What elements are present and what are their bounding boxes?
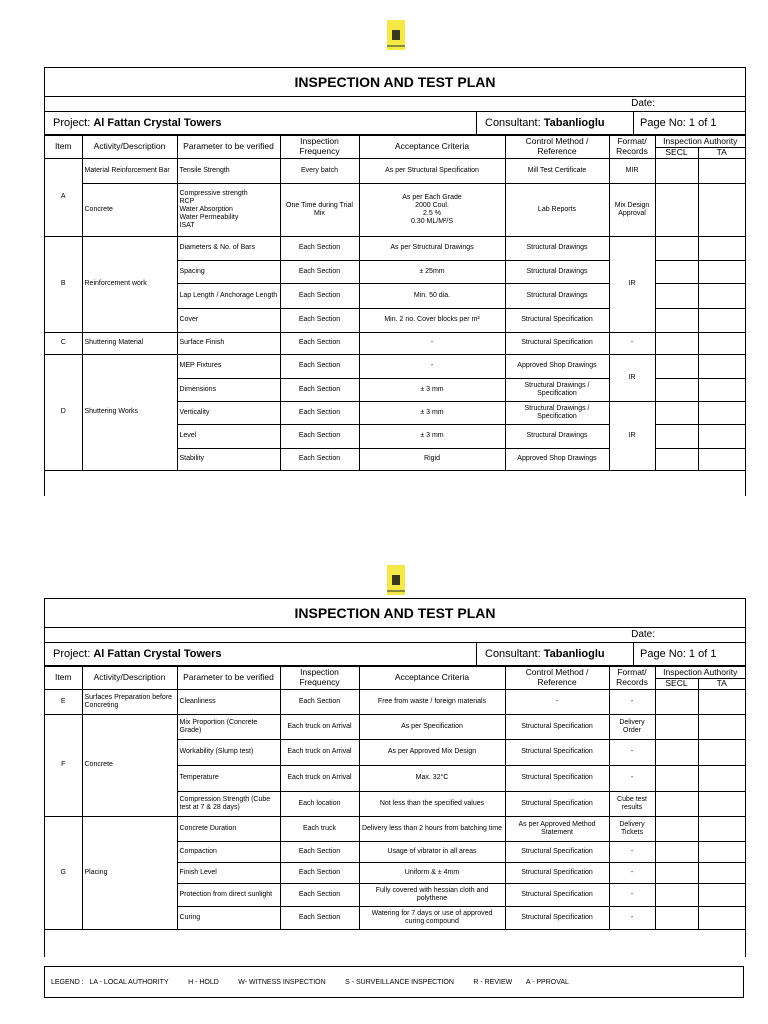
table-row	[45, 354, 745, 378]
project-row	[45, 643, 745, 666]
item-code: C	[45, 332, 82, 354]
control-cell: Structural Specification	[505, 883, 609, 906]
date-label: Date:	[631, 629, 655, 640]
table-row	[45, 689, 745, 714]
control-cell: Lab Reports	[505, 183, 609, 236]
secl-cell	[655, 841, 698, 862]
format-cell: -	[609, 765, 655, 791]
format-cell: IR	[609, 401, 655, 470]
acceptance-cell: Rigid	[359, 448, 505, 470]
acceptance-cell: As per Structural Specification	[359, 158, 505, 183]
control-cell: Structural Specification	[505, 906, 609, 929]
control-cell: Structural Specification	[505, 739, 609, 765]
table-row	[45, 714, 745, 739]
acceptance-cell: Not less than the specified values	[359, 791, 505, 816]
frequency-cell: Each Section	[280, 401, 359, 424]
parameter-cell: Level	[177, 424, 280, 448]
secl-cell	[655, 424, 698, 448]
frequency-cell: Each truck on Arrival	[280, 739, 359, 765]
frequency-cell: Each Section	[280, 308, 359, 332]
frequency-cell: Each Section	[280, 332, 359, 354]
header-item: Item	[45, 667, 82, 690]
format-cell: IR	[609, 354, 655, 401]
ta-cell	[698, 378, 745, 401]
acceptance-cell: Uniform & ± 4mm	[359, 862, 505, 883]
control-cell: Structural Drawings	[505, 236, 609, 260]
secl-cell	[655, 308, 698, 332]
format-cell: Mix Design Approval	[609, 183, 655, 236]
acceptance-cell: ± 3 mm	[359, 424, 505, 448]
control-cell: Structural Specification	[505, 332, 609, 354]
header-format: Format/ Records	[609, 667, 655, 690]
ta-cell	[698, 816, 745, 841]
header-secl: SECL	[655, 148, 698, 159]
header-authority: Inspection Authority	[655, 667, 745, 679]
control-cell: As per Approved Method Statement	[505, 816, 609, 841]
frequency-cell: Each Section	[280, 378, 359, 401]
ta-cell	[698, 283, 745, 308]
header-control: Control Method / Reference	[505, 667, 609, 690]
table-row	[45, 332, 745, 354]
control-cell: Structural Specification	[505, 714, 609, 739]
table-row	[45, 816, 745, 841]
legend-item: W- WITNESS INSPECTION	[238, 979, 326, 986]
parameter-cell: Temperature	[177, 765, 280, 791]
ta-cell	[698, 332, 745, 354]
ta-cell	[698, 401, 745, 424]
parameter-cell: Curing	[177, 906, 280, 929]
format-cell: -	[609, 332, 655, 354]
ta-cell	[698, 714, 745, 739]
acceptance-cell: -	[359, 354, 505, 378]
activity-cell: Surfaces Preparation before Concreting	[82, 689, 177, 714]
itp-table	[45, 666, 745, 930]
header-ta: TA	[698, 148, 745, 159]
page-number: Page No: 1 of 1	[640, 648, 717, 660]
parameter-cell: Lap Length / Anchorage Length	[177, 283, 280, 308]
ta-cell	[698, 906, 745, 929]
control-cell: Mill Test Certificate	[505, 158, 609, 183]
control-cell: Approved Shop Drawings	[505, 354, 609, 378]
header-format: Format/ Records	[609, 136, 655, 159]
frequency-cell: Each Section	[280, 883, 359, 906]
parameter-cell: Compressive strength RCP Water Absorption Water Permeability ISAT	[177, 183, 280, 236]
frequency-cell: Each Section	[280, 260, 359, 283]
frequency-cell: One Time during Trial Mix	[280, 183, 359, 236]
header-frequency: Inspection Frequency	[280, 667, 359, 690]
header-authority: Inspection Authority	[655, 136, 745, 148]
project-name: Al Fattan Crystal Towers	[93, 648, 222, 660]
frequency-cell: Each truck on Arrival	[280, 714, 359, 739]
item-code: F	[45, 714, 82, 816]
consultant-cell: Consultant: Tabanlioglu	[477, 643, 634, 665]
ta-cell	[698, 158, 745, 183]
project-row	[45, 112, 745, 135]
secl-cell	[655, 332, 698, 354]
control-cell: Structural Specification	[505, 308, 609, 332]
header-frequency: Inspection Frequency	[280, 136, 359, 159]
parameter-cell: Diameters & No. of Bars	[177, 236, 280, 260]
frequency-cell: Each Section	[280, 448, 359, 470]
sheet-title: INSPECTION AND TEST PLAN	[45, 599, 745, 628]
parameter-cell: Compaction	[177, 841, 280, 862]
legend-item: H - HOLD	[188, 979, 219, 986]
acceptance-cell: As per Specification	[359, 714, 505, 739]
acceptance-cell: Max. 32°C	[359, 765, 505, 791]
item-code: A	[45, 158, 82, 236]
parameter-cell: Concrete Duration	[177, 816, 280, 841]
secl-cell	[655, 236, 698, 260]
page-number: Page No: 1 of 1	[640, 117, 717, 129]
date-row	[45, 628, 745, 643]
format-cell: -	[609, 739, 655, 765]
header-parameter: Parameter to be verified	[177, 136, 280, 159]
acceptance-cell: Watering for 7 days or use of approved curing compound	[359, 906, 505, 929]
activity-cell: Concrete	[82, 183, 177, 236]
frequency-cell: Each Section	[280, 236, 359, 260]
control-cell: Structural Drawings	[505, 424, 609, 448]
company-logo	[387, 565, 405, 595]
secl-cell	[655, 739, 698, 765]
ta-cell	[698, 739, 745, 765]
acceptance-cell: ± 3 mm	[359, 401, 505, 424]
frequency-cell: Every batch	[280, 158, 359, 183]
acceptance-cell: As per Each Grade 2000 Coul. 2.5 % 0.30 ML/M²/S	[359, 183, 505, 236]
control-cell: Structural Drawings / Specification	[505, 401, 609, 424]
acceptance-cell: Delivery less than 2 hours from batching time	[359, 816, 505, 841]
parameter-cell: Dimensions	[177, 378, 280, 401]
frequency-cell: Each Section	[280, 841, 359, 862]
item-code: E	[45, 689, 82, 714]
acceptance-cell: -	[359, 332, 505, 354]
format-cell: -	[609, 906, 655, 929]
secl-cell	[655, 816, 698, 841]
frequency-cell: Each location	[280, 791, 359, 816]
ta-cell	[698, 354, 745, 378]
project-name: Al Fattan Crystal Towers	[93, 117, 222, 129]
legend-item: LA - LOCAL AUTHORITY	[89, 979, 169, 986]
frequency-cell: Each truck on Arrival	[280, 765, 359, 791]
table-row	[45, 183, 745, 236]
parameter-cell: Cleanliness	[177, 689, 280, 714]
parameter-cell: Cover	[177, 308, 280, 332]
ta-cell	[698, 791, 745, 816]
control-cell: -	[505, 689, 609, 714]
parameter-cell: Spacing	[177, 260, 280, 283]
consultant-cell: Consultant: Tabanlioglu	[477, 112, 634, 134]
parameter-cell: Protection from direct sunlight	[177, 883, 280, 906]
activity-cell: Shuttering Material	[82, 332, 177, 354]
consultant-name: Tabanlioglu	[543, 117, 605, 129]
legend-item: S - SURVEILLANCE INSPECTION	[345, 979, 454, 986]
frequency-cell: Each truck	[280, 816, 359, 841]
header-activity: Activity/Description	[82, 667, 177, 690]
secl-cell	[655, 448, 698, 470]
activity-cell: Reinforcement work	[82, 236, 177, 332]
ta-cell	[698, 841, 745, 862]
frequency-cell: Each Section	[280, 862, 359, 883]
sheet-title: INSPECTION AND TEST PLAN	[45, 68, 745, 97]
project-cell: Project: Al Fattan Crystal Towers	[45, 643, 477, 665]
legend-item: A - PPROVAL	[525, 979, 569, 986]
frequency-cell: Each Section	[280, 906, 359, 929]
header-acceptance: Acceptance Criteria	[359, 136, 505, 159]
date-label: Date:	[631, 98, 655, 109]
parameter-cell: Stability	[177, 448, 280, 470]
secl-cell	[655, 791, 698, 816]
header-control: Control Method / Reference	[505, 136, 609, 159]
secl-cell	[655, 689, 698, 714]
activity-cell: Concrete	[82, 714, 177, 816]
parameter-cell: Tensile Strength	[177, 158, 280, 183]
ta-cell	[698, 260, 745, 283]
activity-cell: Material Reinforcement Bar	[82, 158, 177, 183]
parameter-cell: Surface Finish	[177, 332, 280, 354]
itp-sheet-1	[44, 67, 746, 496]
format-cell: -	[609, 689, 655, 714]
frequency-cell: Each Section	[280, 424, 359, 448]
control-cell: Structural Drawings	[505, 260, 609, 283]
format-cell: IR	[609, 236, 655, 332]
ta-cell	[698, 883, 745, 906]
acceptance-cell: ± 25mm	[359, 260, 505, 283]
header-acceptance: Acceptance Criteria	[359, 667, 505, 690]
format-cell: -	[609, 862, 655, 883]
date-row	[45, 97, 745, 112]
ta-cell	[698, 765, 745, 791]
itp-sheet-2	[44, 598, 746, 957]
itp-table	[45, 135, 745, 471]
legend-item: R - REVIEW	[473, 979, 513, 986]
header-item: Item	[45, 136, 82, 159]
control-cell: Structural Drawings / Specification	[505, 378, 609, 401]
control-cell: Structural Specification	[505, 862, 609, 883]
ta-cell	[698, 183, 745, 236]
control-cell: Structural Specification	[505, 791, 609, 816]
secl-cell	[655, 260, 698, 283]
parameter-cell: Finish Level	[177, 862, 280, 883]
ta-cell	[698, 236, 745, 260]
ta-cell	[698, 689, 745, 714]
format-cell: Cube test results	[609, 791, 655, 816]
secl-cell	[655, 283, 698, 308]
secl-cell	[655, 354, 698, 378]
secl-cell	[655, 883, 698, 906]
parameter-cell: Workability (Slump test)	[177, 739, 280, 765]
format-cell: Delivery Order	[609, 714, 655, 739]
acceptance-cell: Usage of vibrator in all areas	[359, 841, 505, 862]
secl-cell	[655, 158, 698, 183]
format-cell: MIR	[609, 158, 655, 183]
format-cell: -	[609, 883, 655, 906]
frequency-cell: Each Section	[280, 689, 359, 714]
header-parameter: Parameter to be verified	[177, 667, 280, 690]
secl-cell	[655, 714, 698, 739]
frequency-cell: Each Section	[280, 354, 359, 378]
company-logo	[387, 20, 405, 50]
format-cell: -	[609, 841, 655, 862]
secl-cell	[655, 401, 698, 424]
acceptance-cell: Min. 2 no. Cover blocks per m²	[359, 308, 505, 332]
consultant-name: Tabanlioglu	[543, 648, 605, 660]
table-row	[45, 158, 745, 183]
acceptance-cell: As per Structural Drawings	[359, 236, 505, 260]
control-cell: Structural Drawings	[505, 283, 609, 308]
ta-cell	[698, 448, 745, 470]
item-code: D	[45, 354, 82, 470]
secl-cell	[655, 183, 698, 236]
parameter-cell: Mix Proportion (Concrete Grade)	[177, 714, 280, 739]
frequency-cell: Each Section	[280, 283, 359, 308]
acceptance-cell: As per Approved Mix Design	[359, 739, 505, 765]
legend-label: LEGEND :	[51, 979, 84, 986]
acceptance-cell: Min. 50 dia.	[359, 283, 505, 308]
project-cell: Project: Al Fattan Crystal Towers	[45, 112, 477, 134]
table-row	[45, 236, 745, 260]
parameter-cell: Verticality	[177, 401, 280, 424]
ta-cell	[698, 862, 745, 883]
ta-cell	[698, 308, 745, 332]
control-cell: Structural Specification	[505, 765, 609, 791]
secl-cell	[655, 862, 698, 883]
item-code: G	[45, 816, 82, 929]
secl-cell	[655, 378, 698, 401]
activity-cell: Shuttering Works	[82, 354, 177, 470]
acceptance-cell: Fully covered with hessian cloth and polythene	[359, 883, 505, 906]
parameter-cell: Compression Strength (Cube test at 7 & 28 days)	[177, 791, 280, 816]
secl-cell	[655, 765, 698, 791]
parameter-cell: MEP Fixtures	[177, 354, 280, 378]
item-code: B	[45, 236, 82, 332]
control-cell: Approved Shop Drawings	[505, 448, 609, 470]
control-cell: Structural Specification	[505, 841, 609, 862]
format-cell: Delivery Tickets	[609, 816, 655, 841]
activity-cell: Placing	[82, 816, 177, 929]
acceptance-cell: ± 3 mm	[359, 378, 505, 401]
acceptance-cell: Free from waste / foreign materials	[359, 689, 505, 714]
header-ta: TA	[698, 679, 745, 690]
secl-cell	[655, 906, 698, 929]
legend	[44, 966, 744, 998]
header-secl: SECL	[655, 679, 698, 690]
header-activity: Activity/Description	[82, 136, 177, 159]
ta-cell	[698, 424, 745, 448]
